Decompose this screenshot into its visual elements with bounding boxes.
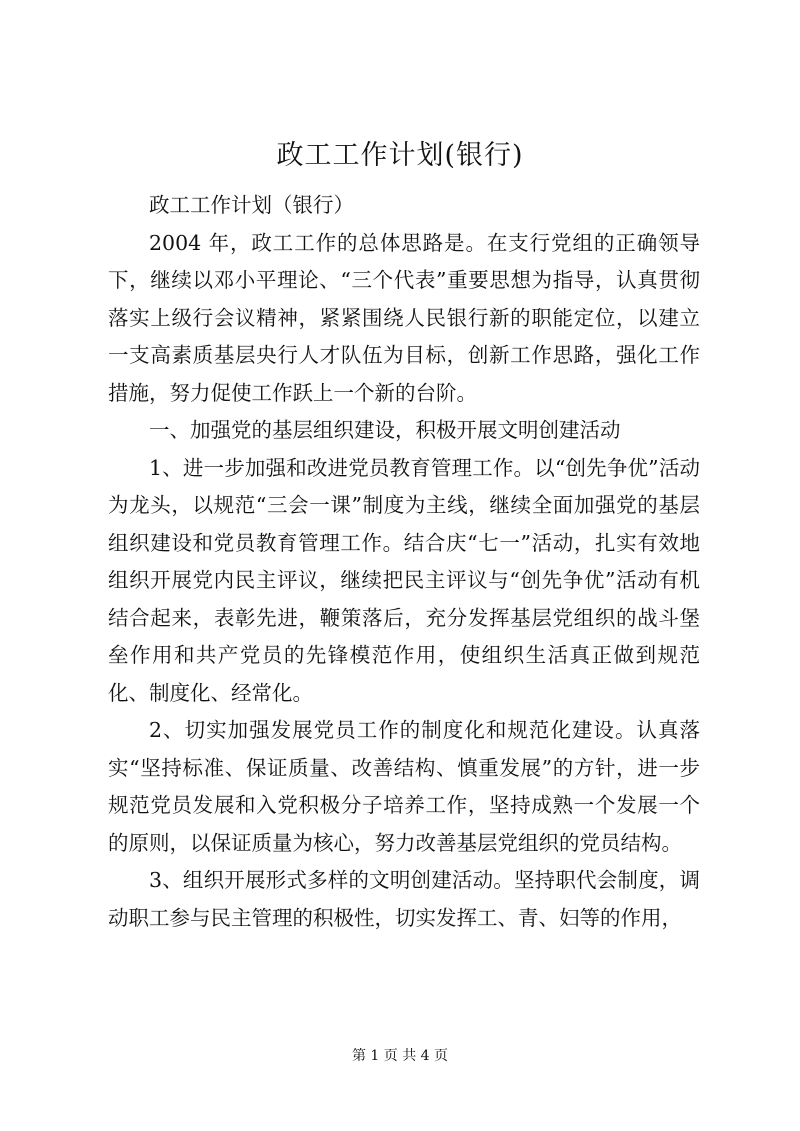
paragraph-subtitle: 政工工作计划（银行） — [149, 193, 354, 217]
document-body — [108, 187, 700, 937]
paragraph-overview: 2004 年，政工工作的总体思路是。在支行党组的正确领导下，继续以邓小平理论、“三个代表”重要思想为指导，认真贯彻落实上级行会议精神，紧紧围绕人民银行新的职能定位，以建立一支高素质基层央行人才队伍为目标，创新工作思路，强化工作措施，努力促使工作跃上一个新的台阶。 — [108, 230, 700, 405]
paragraph-item-2: 2、切实加强发展党员工作的制度化和规范化建设。认真落实“坚持标准、保证质量、改善结构、慎重发展”的方针，进一步规范党员发展和入党积极分子培养工作，坚持成熟一个发展一个的原则，以保证质量为核心，努力改善基层党组织的党员结构。 — [108, 718, 700, 855]
page-footer: 第 1 页 共 4 页 — [351, 1048, 449, 1064]
paragraph-item-1: 1、进一步加强和改进党员教育管理工作。以“创先争优”活动为龙头，以规范“三会一课”制度为主线，继续全面加强党的基层组织建设和党员教育管理工作。结合庆“七一”活动，扎实有效地组织开展党内民主评议，继续把民主评议与“创先争优”活动有机结合起来，表彰先进，鞭策落后，充分发挥基层党组织的战斗堡垒作用和共产党员的先锋模范作用，使组织生活真正做到规范化、制度化、经常化。 — [108, 455, 700, 705]
document-title: 政工工作计划(银行) — [276, 140, 524, 171]
section-heading-1: 一、加强党的基层组织建设，积极开展文明创建活动 — [149, 418, 621, 442]
paragraph-item-3: 3、组织开展形式多样的文明创建活动。坚持职代会制度，调动职工参与民主管理的积极性，切实发挥工、青、妇等的作用， — [108, 868, 700, 930]
